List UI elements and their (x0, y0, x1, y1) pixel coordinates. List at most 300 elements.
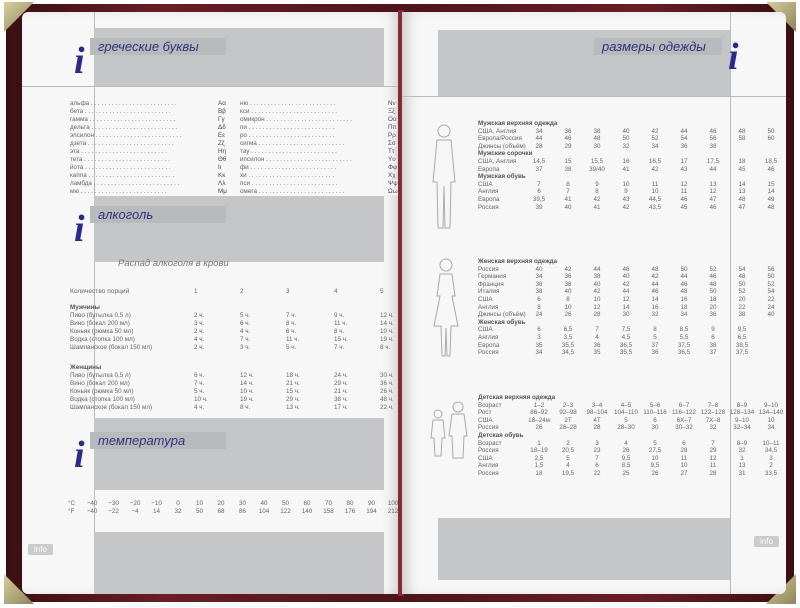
row-label: Италия (478, 288, 500, 296)
row-label: Коньяк (рюмка 50 мл) (70, 388, 134, 395)
size-cell: 33,5 (764, 470, 778, 477)
size-cell: 9–10 (763, 401, 778, 409)
size-cell: 42 (651, 273, 659, 281)
size-cell: 4 (624, 439, 628, 447)
size-cell: 27 (680, 470, 688, 477)
man-figure-icon (424, 122, 464, 234)
greek-letter-symbol: Ψψ (388, 180, 398, 187)
size-cell: 11 (680, 188, 688, 196)
size-cell: 30 (651, 424, 659, 432)
size-cell: 26 (622, 447, 630, 455)
duration-cell: 3 ч. (240, 344, 251, 351)
greek-letter-symbol: Μμ (218, 188, 227, 195)
celsius-value: 100 (387, 500, 399, 507)
size-cell: 40 (564, 203, 572, 211)
row-label: Водка (стопка 100 мл) (70, 336, 135, 343)
size-cell: 46 (622, 265, 630, 273)
size-cell: 41 (622, 165, 630, 173)
size-cell: 26–28 (559, 424, 577, 432)
size-cell: 42 (622, 203, 630, 211)
size-cell: 5 (653, 334, 657, 341)
size-cell: 32 (651, 311, 659, 319)
fahrenheit-value: −22 (108, 508, 119, 515)
size-cell: 36 (564, 127, 572, 135)
duration-cell: 12 ч. (380, 312, 394, 319)
size-cell: 36 (564, 273, 572, 281)
size-cell: 4 (566, 462, 570, 470)
size-cell: 9,5 (621, 454, 631, 462)
row-label: Англия (478, 334, 499, 341)
row-label: Англия (478, 303, 499, 311)
size-cell: 22 (767, 296, 775, 303)
row-label: Англия (478, 188, 499, 196)
row-label: Россия (478, 203, 499, 211)
size-cell: 134–140 (758, 409, 784, 417)
duration-cell: 19 ч. (380, 336, 394, 343)
size-cell: 30–32 (675, 424, 693, 432)
duration-cell: 7 ч. (334, 344, 345, 351)
size-cell: 39 (535, 203, 543, 211)
greek-letter-symbol: Λλ (218, 180, 226, 187)
duration-cell: 9 ч. (334, 312, 345, 319)
greek-letter-name: ню . . . . . . . . . . . . . . . . . . . . . . . . . (240, 100, 336, 107)
size-cell: 9,5 (650, 462, 660, 470)
greek-letter-symbol: Χχ (388, 172, 396, 179)
size-cell: 44 (535, 135, 543, 143)
size-cell: 12 (680, 180, 688, 188)
greek-letter-name: ипсилон . . . . . . . . . . . . . . . . . . . . . . . . . (240, 156, 352, 163)
fahrenheit-value: 140 (301, 508, 313, 515)
size-cell: 32–34 (733, 424, 751, 432)
size-cell: 45 (680, 203, 688, 211)
size-cell: 42 (622, 280, 630, 288)
fahrenheit-value: 122 (280, 508, 291, 515)
size-cell: 3,5 (563, 334, 573, 341)
info-i-icon: i (74, 208, 85, 250)
size-cell: 45 (738, 165, 746, 173)
size-cell: 28 (593, 424, 601, 432)
duration-cell: 4 ч. (194, 404, 205, 411)
section-label: Женская обувь (478, 318, 526, 326)
duration-cell: 14 ч. (240, 380, 254, 387)
size-cell: 38 (738, 311, 746, 319)
size-cell: 7 (711, 439, 715, 447)
size-cell: 9 (624, 188, 628, 196)
size-cell: 38 (709, 142, 717, 150)
size-cell: 1 (537, 439, 541, 447)
size-cell: 9–10 (734, 416, 749, 424)
size-cell: 46 (767, 165, 775, 173)
size-cell: 2T (564, 416, 572, 424)
greek-letters-header: греческие буквы (90, 38, 226, 55)
size-cell: 50 (767, 127, 775, 135)
greek-letter-name: хи . . . . . . . . . . . . . . . . . . . . . . . . . (240, 172, 335, 179)
size-cell: 47 (738, 203, 746, 211)
size-cell: 58 (738, 135, 746, 143)
size-cell: 36 (535, 280, 543, 288)
size-cell: 34 (680, 311, 688, 319)
size-cell: 54 (680, 135, 688, 143)
celsius-value: 80 (346, 500, 354, 507)
duration-cell: 6 ч. (240, 320, 251, 327)
row-label: Шампанское (бокал 150 мл) (70, 404, 153, 411)
size-cell: 36,5 (619, 341, 633, 349)
alcohol-subtitle: Распад алкоголя в крови (118, 258, 229, 269)
fahrenheit-value: 212 (387, 508, 399, 515)
size-cell: 36,5 (677, 349, 691, 357)
duration-cell: 4 ч. (240, 328, 251, 335)
row-label: Россия (478, 447, 499, 455)
size-cell: 48 (680, 288, 688, 296)
row-label: США (478, 416, 493, 424)
size-cell: 7 (566, 188, 570, 196)
row-label: Европа/Россия (478, 135, 522, 143)
greek-letter-symbol: Υυ (388, 156, 396, 163)
size-cell: 25 (622, 470, 630, 477)
size-cell: 50 (767, 273, 775, 281)
size-cell: 46 (680, 280, 688, 288)
duration-cell: 2 ч. (194, 344, 205, 351)
greek-letter-name: пси . . . . . . . . . . . . . . . . . . . . . . . . . (240, 180, 338, 187)
size-cell: 35,5 (619, 349, 633, 357)
greek-letter-symbol: Δδ (218, 124, 226, 131)
celsius-value: −20 (129, 500, 141, 507)
size-cell: 10 (651, 188, 659, 196)
size-cell: 44 (593, 265, 601, 273)
size-cell: 54 (738, 265, 746, 273)
greek-letter-symbol: Φφ (388, 164, 398, 171)
size-cell: 48 (767, 203, 775, 211)
clothing-sizes-header: размеры одежды (594, 38, 722, 55)
size-cell: 30 (622, 311, 630, 319)
size-cell: 29 (564, 142, 572, 150)
celsius-value: −10 (151, 500, 162, 507)
size-cell: 14,5 (532, 158, 546, 165)
size-cell: 4T (593, 416, 601, 424)
greek-letter-symbol: Ηη (218, 148, 227, 155)
info-i-icon: i (728, 36, 739, 78)
size-cell: 44 (622, 288, 630, 296)
greek-letter-symbol: Σσ (388, 140, 396, 147)
size-cell: 7–8 (707, 401, 719, 409)
greek-letter-name: тета . . . . . . . . . . . . . . . . . . . . . . . . . (70, 156, 170, 163)
greek-letters-table (70, 100, 396, 196)
section-label: Детская верхняя одежда (478, 394, 556, 401)
size-cell: 3 (769, 454, 773, 462)
celsius-value: 10 (195, 500, 203, 507)
size-cell: 44 (680, 127, 688, 135)
size-cell: 38 (593, 273, 601, 281)
fahrenheit-value: 176 (344, 508, 356, 515)
size-cell: 9,5 (737, 326, 747, 334)
size-cell: 15 (767, 180, 775, 188)
greek-letter-name: тау . . . . . . . . . . . . . . . . . . . . . . . . . (240, 148, 337, 155)
size-cell: 60 (767, 135, 775, 143)
section-label: Женская верхняя одежда (478, 258, 558, 265)
size-cell: 10 (651, 454, 659, 462)
duration-cell: 10 ч. (194, 396, 208, 403)
greek-letter-symbol: Ββ (218, 108, 226, 115)
size-cell: 14 (622, 303, 630, 311)
greek-letter-name: фи . . . . . . . . . . . . . . . . . . . . . . . . . (240, 164, 337, 171)
size-cell: 38 (709, 341, 717, 349)
row-label: Европа (478, 341, 500, 349)
size-cell: 35,5 (561, 341, 575, 349)
size-cell: 9 (595, 180, 599, 188)
row-label: Европа (478, 165, 500, 173)
section-label: Мужские сорочки (478, 150, 533, 158)
size-cell: 6–7 (678, 401, 690, 409)
size-cell: 34 (535, 127, 543, 135)
size-cell: 6 (653, 416, 657, 424)
size-cell: 42 (593, 288, 601, 296)
fahrenheit-value: 68 (217, 508, 225, 515)
size-cell: 28 (593, 311, 601, 319)
duration-cell: 13 ч. (286, 404, 300, 411)
fahrenheit-value: −4 (131, 508, 139, 515)
size-cell: 36 (651, 349, 659, 357)
size-cell: 8,5 (679, 326, 689, 334)
duration-cell: 8 ч. (240, 404, 251, 411)
size-cell: 6 (711, 334, 715, 341)
size-cell: 35 (535, 341, 543, 349)
size-cell: 48 (651, 265, 659, 273)
row-label: Европа (478, 196, 500, 203)
greek-letter-name: альфа . . . . . . . . . . . . . . . . . . . . . . . . . (70, 100, 177, 107)
size-cell: 10 (767, 416, 775, 424)
duration-cell: 21 ч. (334, 388, 348, 395)
size-cell: 50 (738, 280, 746, 288)
duration-cell: 22 ч. (380, 404, 394, 411)
size-cell: 20,5 (561, 447, 575, 455)
greek-letter-name: гамма . . . . . . . . . . . . . . . . . . . . . . . . . (70, 116, 176, 123)
greek-letter-name: каппа . . . . . . . . . . . . . . . . . . . . . . . . . (70, 172, 175, 179)
size-cell: 11 (709, 462, 717, 470)
celsius-value: 20 (217, 500, 225, 507)
size-cell: 40 (593, 280, 601, 288)
size-cell: 6 (537, 326, 541, 334)
sizes-table (478, 120, 782, 480)
row-label: Рост (478, 409, 492, 417)
size-cell: 50 (622, 135, 630, 143)
size-cell: 38 (564, 280, 572, 288)
greek-letter-symbol: Ιι (218, 164, 222, 171)
size-cell: 6 (537, 188, 541, 196)
size-cell: 52 (709, 265, 717, 273)
size-cell: 32 (709, 424, 717, 432)
size-cell: 3 (595, 439, 599, 447)
size-cell: 54 (767, 288, 775, 296)
info-i-icon: i (74, 40, 85, 82)
row-label: США (478, 454, 493, 462)
size-cell: 28 (680, 447, 688, 455)
size-cell: 46 (680, 196, 688, 203)
size-cell: 4 (595, 334, 599, 341)
size-cell: 1,5 (534, 462, 544, 470)
row-label: США (478, 180, 493, 188)
duration-cell: 26 ч. (380, 388, 394, 395)
row-label: Россия (478, 470, 499, 477)
celsius-value: 90 (367, 500, 375, 507)
size-cell: 42 (651, 127, 659, 135)
celsius-value: 40 (260, 500, 268, 507)
size-cell: 52 (738, 288, 746, 296)
duration-cell: 6 ч. (286, 328, 297, 335)
duration-cell: 48 ч. (380, 396, 394, 403)
women-label: Женщины (70, 364, 102, 371)
celsius-value: 30 (238, 500, 246, 507)
size-cell: 52 (767, 280, 775, 288)
size-cell: 18 (709, 296, 717, 303)
greek-letter-name: бета . . . . . . . . . . . . . . . . . . . . . . . . . (70, 108, 171, 115)
row-label: Возраст (478, 439, 502, 447)
celsius-value: −40 (86, 500, 98, 507)
size-cell: 44 (651, 280, 659, 288)
duration-cell: 12 ч. (240, 372, 254, 379)
greek-letter-name: мю . . . . . . . . . . . . . . . . . . . . . . . . . (70, 188, 167, 195)
duration-cell: 11 ч. (334, 320, 348, 327)
size-cell: 22 (738, 303, 746, 311)
celsius-value: 70 (324, 500, 332, 507)
section-label: Мужская обувь (478, 173, 526, 181)
duration-cell: 14 ч. (380, 320, 394, 327)
duration-cell: 15 ч. (334, 336, 348, 343)
fahrenheit-value: 32 (174, 508, 182, 515)
size-cell: 10 (622, 180, 630, 188)
size-cell: 43,5 (648, 203, 662, 211)
size-cell: 104–110 (613, 409, 639, 417)
row-label: Франция (478, 280, 504, 288)
size-cell: 14 (767, 188, 775, 196)
info-tab: info (754, 536, 779, 547)
duration-cell: 11 ч. (286, 336, 300, 343)
duration-cell: 18 ч. (286, 372, 300, 379)
size-cell: 42 (593, 196, 601, 203)
size-cell: 10–11 (762, 439, 780, 447)
row-label: США, Англия (478, 158, 517, 165)
portion-number: 5 (380, 288, 384, 295)
size-cell: 37 (535, 165, 543, 173)
size-cell: 15 (564, 158, 572, 165)
size-cell: 6,5 (737, 334, 747, 341)
size-cell: 40 (767, 311, 775, 319)
size-cell: 32 (738, 447, 746, 455)
duration-cell: 8 ч. (380, 344, 391, 351)
size-cell: 26 (564, 311, 572, 319)
size-cell: 34 (767, 424, 775, 432)
size-cell: 2 (566, 439, 570, 447)
size-cell: 36 (680, 142, 688, 150)
row-label: Пиво (бутылка 0,5 л) (70, 312, 131, 319)
greek-letter-name: кси . . . . . . . . . . . . . . . . . . . . . . . . . (240, 108, 337, 115)
size-cell: 18 (680, 303, 688, 311)
celsius-value: 0 (176, 500, 180, 507)
size-cell: 36 (709, 311, 717, 319)
size-cell: 2,5 (534, 454, 544, 462)
size-cell: 48 (738, 196, 746, 203)
size-cell: 4–5 (620, 401, 632, 409)
size-cell: 48 (738, 273, 746, 281)
portion-number: 1 (194, 288, 198, 295)
duration-cell: 30 ч. (380, 372, 394, 379)
size-cell: 17,5 (706, 158, 720, 165)
duration-cell: 36 ч. (380, 380, 394, 387)
size-cell: 8 (566, 180, 570, 188)
size-cell: 26 (651, 470, 659, 477)
size-cell: 15,5 (590, 158, 604, 165)
size-cell: 36 (593, 341, 601, 349)
row-label: Коньяк (рюмка 50 мл) (70, 328, 134, 335)
size-cell: 10 (564, 303, 572, 311)
size-cell: 47 (709, 196, 717, 203)
fahrenheit-value: 158 (323, 508, 334, 515)
fahrenheit-value: 104 (258, 508, 270, 515)
greek-letter-symbol: Θθ (218, 156, 227, 163)
size-cell: 46 (564, 135, 572, 143)
size-cell: 9 (711, 326, 715, 334)
size-cell: 44,5 (648, 196, 662, 203)
size-cell: 56 (709, 135, 717, 143)
duration-cell: 2 ч. (194, 312, 205, 319)
row-label: США, Англия (478, 127, 517, 135)
size-cell: 5 (653, 439, 657, 447)
size-cell: 6,5 (563, 326, 573, 334)
size-cell: 41 (593, 203, 601, 211)
size-cell: 7X–8 (705, 416, 721, 424)
size-cell: 46 (709, 203, 717, 211)
size-cell: 4,5 (621, 334, 631, 341)
size-cell: 39/40 (589, 165, 605, 173)
size-cell: 34,5 (764, 447, 778, 455)
greek-letter-symbol: Ππ (388, 124, 397, 131)
duration-cell: 10 ч. (380, 328, 394, 335)
duration-cell: 38 ч. (334, 396, 348, 403)
duration-cell: 4 ч. (194, 336, 205, 343)
size-cell: 16 (622, 158, 630, 165)
size-cell: 38 (564, 165, 572, 173)
size-cell: 38 (593, 127, 601, 135)
size-cell: 48 (593, 135, 601, 143)
size-cell: 40 (564, 288, 572, 296)
row-label: Россия (478, 424, 499, 432)
size-cell: 5,5 (679, 334, 689, 341)
size-cell: 18 (535, 470, 543, 477)
size-cell: 37,5 (735, 349, 749, 357)
children-figures-icon (424, 400, 474, 460)
size-cell: 13 (709, 180, 717, 188)
size-cell: 10 (680, 462, 688, 470)
duration-cell: 5 ч. (194, 388, 205, 395)
size-cell: 12 (622, 296, 630, 303)
greek-letter-symbol: Ττ (388, 148, 395, 155)
size-cell: 20 (738, 296, 746, 303)
size-cell: 40 (622, 273, 630, 281)
size-cell: 40 (535, 265, 543, 273)
duration-cell: 10 ч. (240, 388, 254, 395)
size-cell: 11 (680, 454, 688, 462)
size-cell: 8,5 (621, 462, 631, 470)
greek-letter-name: эта . . . . . . . . . . . . . . . . . . . . . . . . . (70, 148, 167, 155)
size-cell: 13 (738, 188, 746, 196)
size-cell: 8 (653, 326, 657, 334)
size-cell: 39,5 (532, 196, 546, 203)
temperature-table (68, 500, 398, 518)
duration-cell: 15 ч. (286, 388, 300, 395)
size-cell: 8 (566, 296, 570, 303)
size-cell: 14 (738, 180, 746, 188)
size-cell: 122–128 (700, 409, 726, 417)
portions-header-label: Количество порций (70, 288, 130, 295)
